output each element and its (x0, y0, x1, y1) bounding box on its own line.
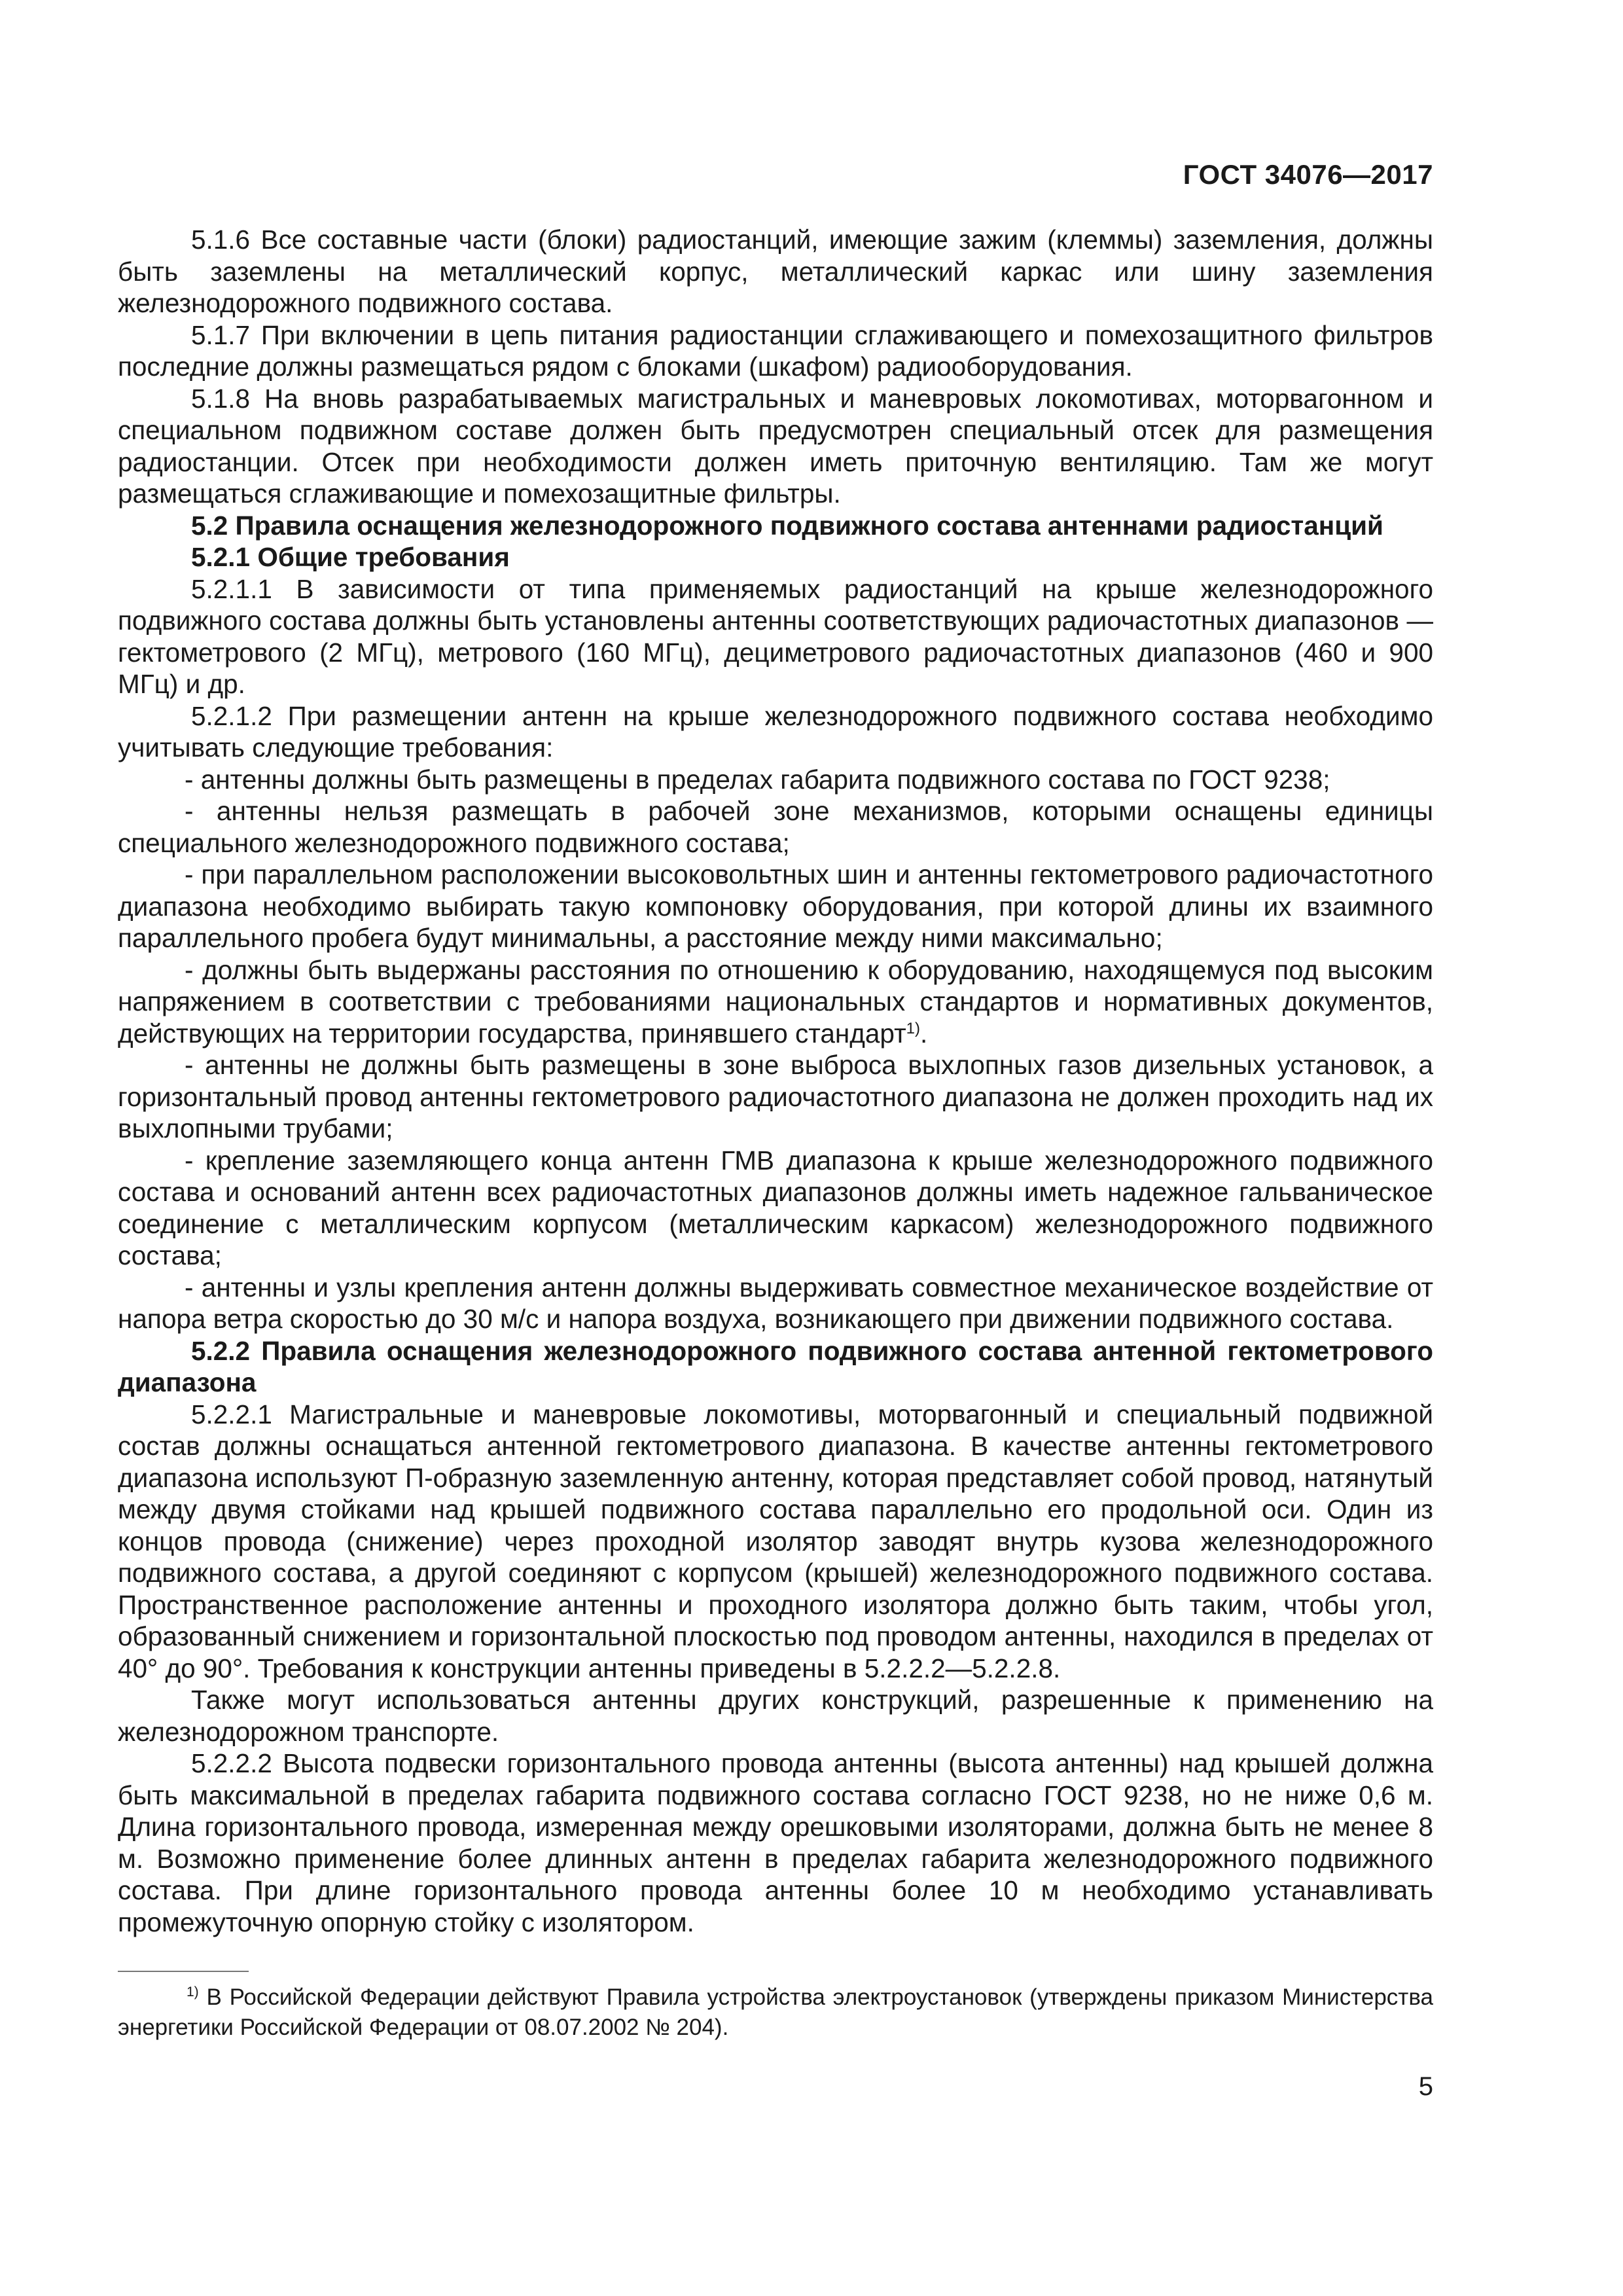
section-heading-5-2-1: 5.2.1 Общие требования (191, 542, 510, 572)
list-item-text: - должны быть выдержаны расстояния по отношению к оборудованию, находящемуся под высоким напряжением в соответствии с требованиями национальных стандартов и нормативных документов, действующих на территории государства, принявшего стандарт (118, 954, 1433, 1049)
footnote-text: В Российской Федерации действуют Правила устройства электроустановок (утверждены приказом Министерства энергетики Российской Федерации от 08.07.2002 № 204). (118, 1984, 1433, 2040)
footnote-reference[interactable]: 1) (906, 1019, 920, 1037)
section-heading-5-2-2: 5.2.2 Правила оснащения железнодорожного подвижного состава антенной гектометрового диапазона (118, 1335, 1433, 1397)
footnote (118, 1982, 1433, 2043)
list-item: - антенны нельзя размещать в рабочей зоне механизмов, которыми оснащены единицы специального железнодорожного подвижного состава; (118, 796, 1433, 858)
standard-header: ГОСТ 34076—2017 (1183, 159, 1433, 190)
page-number: 5 (1418, 2072, 1433, 2101)
paragraph-5-2-2-2: 5.2.2.2 Высота подвески горизонтального провода антенны (высота антенны) над крышей должна быть максимальной в пределах габарита подвижного состава согласно ГОСТ 9238, но не ниже 0,6 м. Длина горизонтального провода, измеренная между орешковыми изоляторами, должна быть не менее 8 м. Возможно применение более длинных антенн в пределах габарита железнодорожного подвижного состава. При длине горизонтального провода антенны более 10 м необходимо устанавливать промежуточную опорную стойку с изолятором. (118, 1748, 1433, 1937)
paragraph-5-1-6: 5.1.6 Все составные части (блоки) радиостанций, имеющие зажим (клеммы) заземления, должны быть заземлены на металлический корпус, металлический каркас или шину заземления железнодорожного подвижного состава. (118, 224, 1433, 318)
list-item: - при параллельном расположении высоковольтных шин и антенны гектометрового радиочастотного диапазона необходимо выбирать такую компоновку оборудования, при которой длины их взаимного параллельного пробега будут минимальны, а расстояние между ними максимально; (118, 859, 1433, 953)
footnote-divider (118, 1971, 249, 1972)
footnote-mark: 1) (187, 1984, 199, 2000)
paragraph-5-1-8: 5.1.8 На вновь разрабатываемых магистральных и маневровых локомотивах, моторвагонном и специальном подвижном составе должен быть предусмотрен специальный отсек для размещения радиостанции. Отсек при необходимости должен иметь приточную вентиляцию. Там же могут размещаться сглаживающие и помехозащитные фильтры. (118, 383, 1433, 509)
list-item: - антенны не должны быть размещены в зоне выброса выхлопных газов дизельных установок, а горизонтальный провод антенны гектометрового радиочастотного диапазона не должен проходить над их выхлопными трубами; (118, 1050, 1433, 1143)
paragraph-5-2-1-1: 5.2.1.1 В зависимости от типа применяемых радиостанций на крыше железнодорожного подвижного состава должны быть установлены антенны соответствующих радиочастотных диапазонов — гектометрового (2 МГц), метрового (160 МГц), дециметрового радиочастотных диапазонов (460 и 900 МГц) и др. (118, 573, 1433, 699)
list-item-with-footnote (118, 954, 1433, 1050)
paragraph-5-1-7: 5.1.7 При включении в цепь питания радиостанции сглаживающего и помехозащитного фильтров последние должны размещаться рядом с блоками (шкафом) радиооборудования. (118, 319, 1433, 382)
list-item: - антенны и узлы крепления антенн должны выдерживать совместное механическое воздействие от напора ветра скоростью до 30 м/с и напора воздуха, возникающего при движении подвижного состава. (118, 1272, 1433, 1334)
list-item: - антенны должны быть размещены в пределах габарита подвижного состава по ГОСТ 9238; (185, 764, 1330, 795)
section-heading-5-2: 5.2 Правила оснащения железнодорожного подвижного состава антеннами радиостанций (191, 510, 1383, 541)
list-item: - крепление заземляющего конца антенн ГМВ диапазона к крыше железнодорожного подвижного состава и оснований антенн всех радиочастотных диапазонов должны иметь надежное гальваническое соединение с металлическим корпусом (металлическим каркасом) железнодорожного подвижного состава; (118, 1145, 1433, 1270)
paragraph-other-antennas: Также могут использоваться антенны других конструкций, разрешенные к применению на железнодорожном транспорте. (118, 1685, 1433, 1747)
list-item-tail: . (919, 1018, 928, 1049)
document-body (118, 224, 1433, 1938)
paragraph-5-2-1-2: 5.2.1.2 При размещении антенн на крыше железнодорожного подвижного состава необходимо учитывать следующие требования: (118, 700, 1433, 762)
paragraph-5-2-2-1: 5.2.2.1 Магистральные и маневровые локомотивы, моторвагонный и специальный подвижной состав должны оснащаться антенной гектометрового диапазона. В качестве антенны гектометрового диапазона используют П-образную заземленную антенну, которая представляет собой провод, натянутый между двумя стойками над крышей подвижного состава параллельно его продольной оси. Один из концов провода (снижение) через проходной изолятор заводят внутрь кузова железнодорожного подвижного состава, а другой соединяют с корпусом (крышей) железнодорожного подвижного состава. Пространственное расположение антенны и проходного изолятора должно быть таким, чтобы угол, образованный снижением и горизонтальной плоскостью под проводом антенны, находился в пределах от 40° до 90°. Требования к конструкции антенны приведены в 5.2.2.2—5.2.2.8. (118, 1399, 1433, 1683)
